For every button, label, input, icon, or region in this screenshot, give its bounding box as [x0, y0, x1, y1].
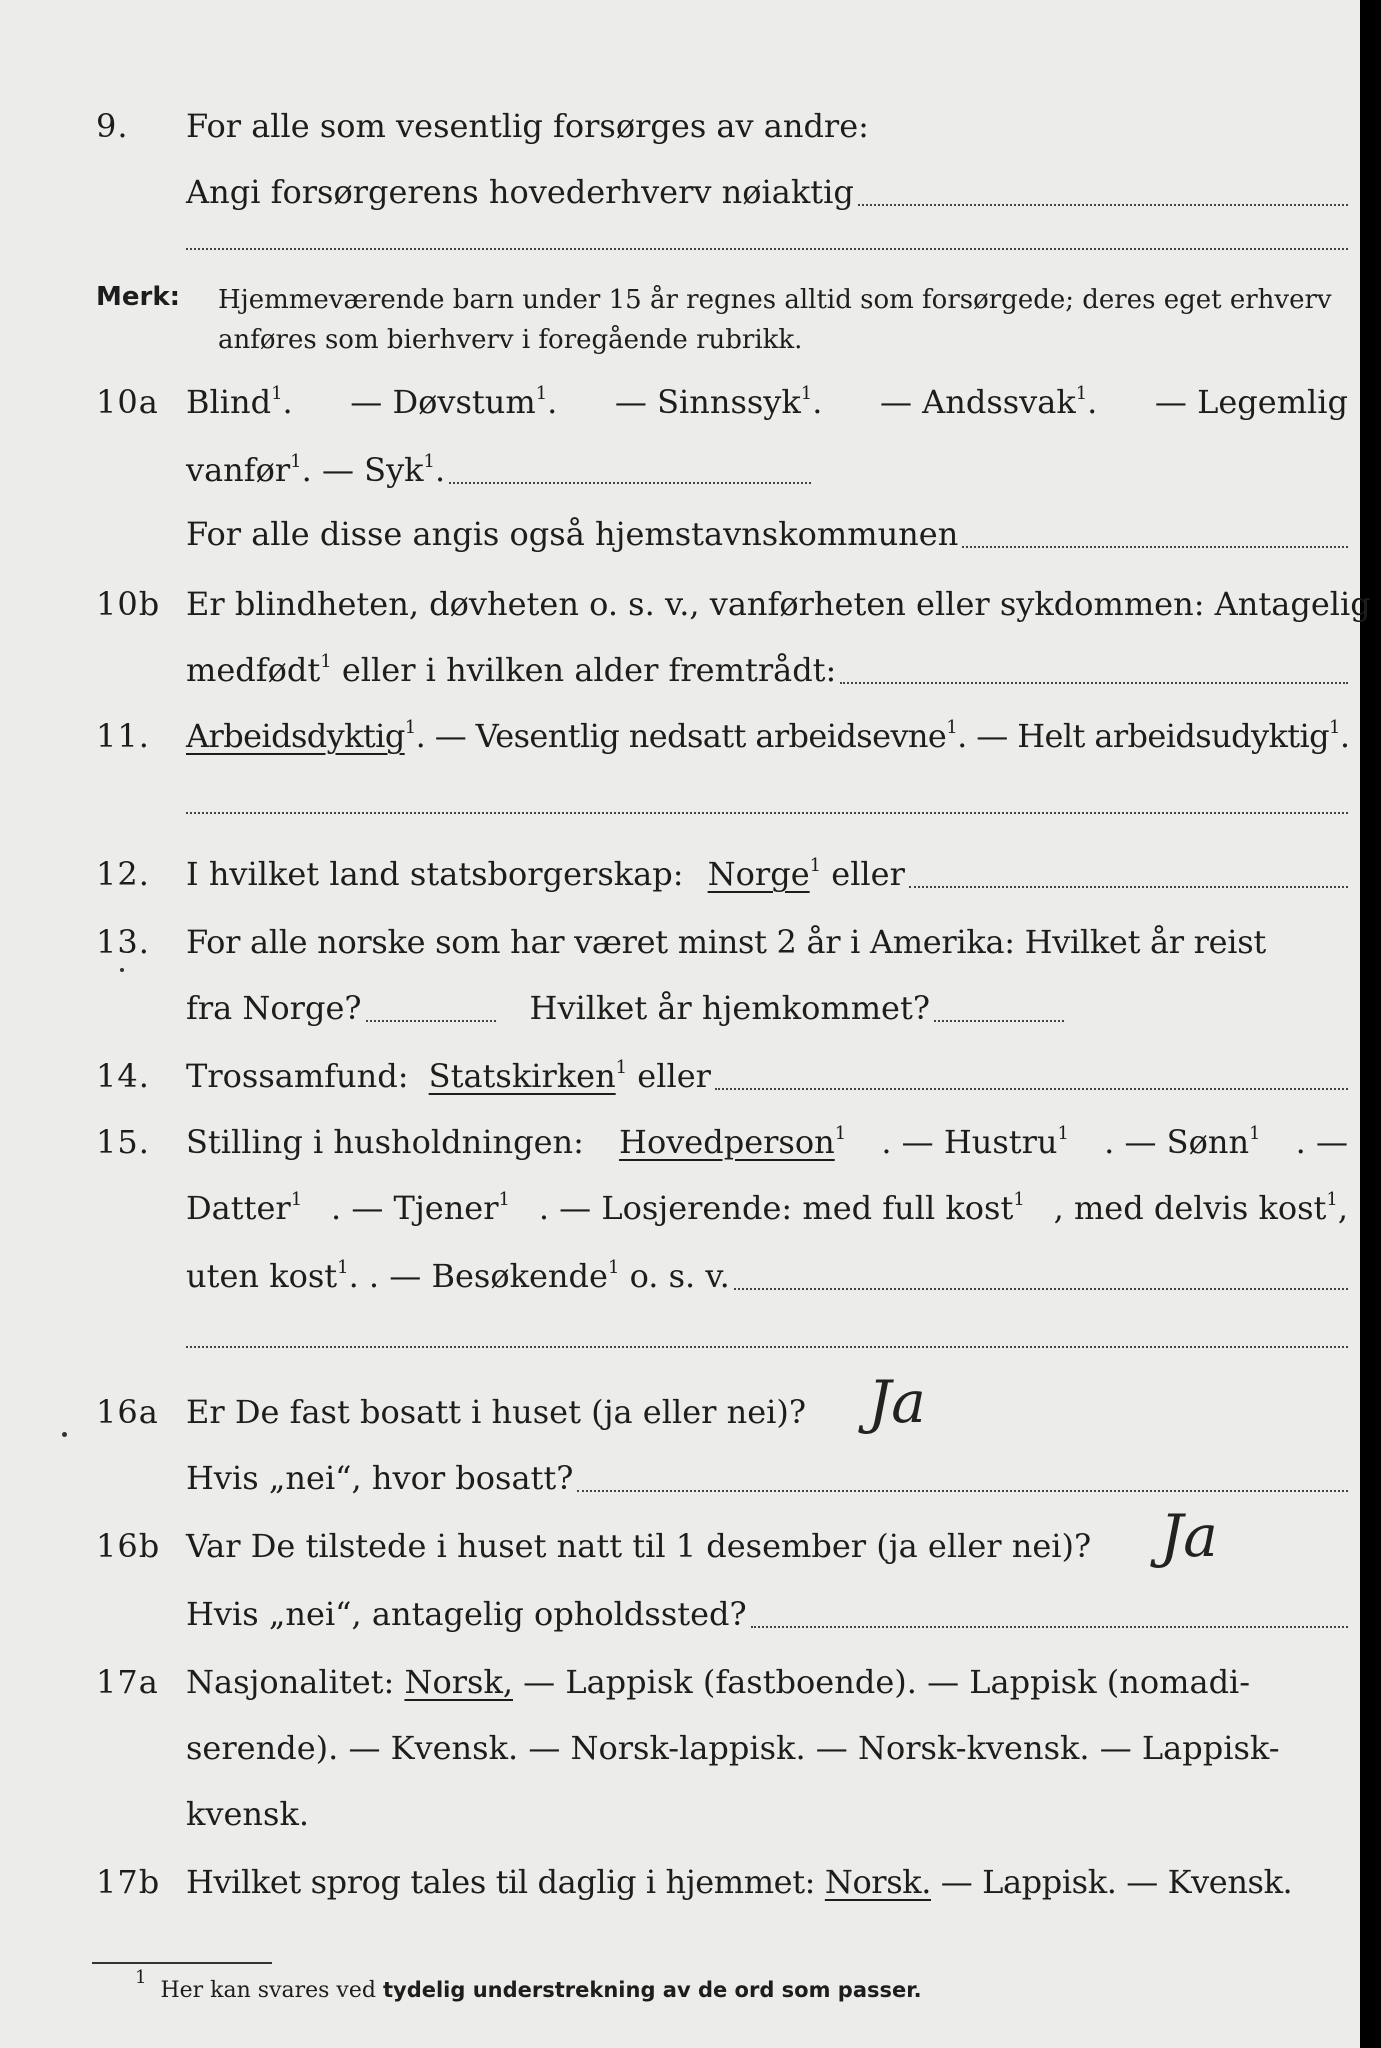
question-number: 10b [96, 585, 161, 623]
option-arbeidsdyktig-underlined: Arbeidsdyktig [186, 717, 405, 755]
question-9-line-2 [0, 162, 1360, 222]
question-12: 12. I hvilket land statsborgerskap: Norge$^1$ eller [0, 844, 1360, 904]
footnote-divider [92, 1962, 272, 1964]
question-10a: 10a Blind$^1$. — Døvstum$^1$. — Sinnssyk$^1$. — Andssvak$^1$. — Legemlig [0, 372, 1360, 432]
option-sinnssyk: — Sinnssyk [614, 383, 801, 421]
question-number: 17b [96, 1863, 161, 1901]
question-16b-line-2: Hvis „nei“, antagelig opholdssted? [0, 1584, 1360, 1644]
speck [62, 1432, 67, 1437]
question-number: 17a [96, 1663, 159, 1701]
answer-field[interactable] [186, 1346, 1348, 1348]
note-text: Hjemmeværende barn under 15 år regnes alltid som forsørgede; deres eget erhverv anføres som bierhverv i foregående rubrikk. [218, 285, 1332, 355]
question-17a-line-3: kvensk. [186, 1795, 309, 1833]
answer-field[interactable] [734, 1288, 1348, 1290]
question-text: Angi forsørgerens hovederhverv nøiaktig [186, 173, 854, 211]
question-number: 11. [96, 717, 150, 755]
option-andssvak: — Andssvak [879, 383, 1076, 421]
answer-field[interactable] [715, 1088, 1348, 1090]
question-17b: 17b Hvilket sprog tales til daglig i hjemmet: Norsk. — Lappisk. — Kvensk. [0, 1852, 1360, 1912]
question-text: For alle som vesentlig forsørges av andre: [186, 107, 869, 145]
question-15-line-3: uten kost$^1$. . — Besøkende$^1$ o. s. v. [0, 1246, 1360, 1306]
question-text: Er blindheten, døvheten o. s. v., vanførheten eller sykdommen: Antagelig [186, 585, 1371, 623]
question-10b [0, 574, 1371, 634]
question-10a-line-3 [0, 504, 1360, 564]
handwritten-answer: Ja [1160, 1502, 1218, 1570]
option-norsk-underlined: Norsk, [404, 1663, 513, 1701]
question-16a [0, 1382, 1360, 1442]
option-legemlig: — Legemlig [1154, 383, 1348, 421]
question-17a-line-2: serende). — Kvensk. — Norsk-lappisk. — Norsk-kvensk. — Lappisk- [186, 1729, 1280, 1767]
option-hovedperson-underlined: Hovedperson [619, 1123, 835, 1161]
option-dovstum: — Døvstum [350, 383, 536, 421]
question-17a: 17a Nasjonalitet: Norsk, — Lappisk (fastboende). — Lappisk (nomadi- [0, 1652, 1360, 1712]
question-number: 12. [96, 855, 150, 893]
question-16a-line-2: Hvis „nei“, hvor bosatt? [0, 1448, 1360, 1508]
question-number: 10a [96, 383, 159, 421]
option-norge-underlined: Norge [707, 855, 810, 893]
answer-field[interactable] [449, 482, 811, 484]
question-text: Er De fast bosatt i huset (ja eller nei)? [186, 1393, 807, 1431]
option-medfodt: medfødt [186, 651, 321, 689]
note-label: Merk: [96, 282, 181, 312]
answer-field[interactable] [962, 546, 1348, 548]
option-blind: Blind [186, 383, 272, 421]
answer-field[interactable] [909, 886, 1348, 888]
question-13-line-2: fra Norge? Hvilket år hjemkommet? [0, 978, 1360, 1038]
speck [120, 968, 124, 972]
answer-field[interactable] [858, 204, 1348, 206]
question-13 [0, 912, 1360, 972]
answer-field[interactable] [186, 812, 1348, 814]
question-text: For alle disse angis også hjemstavnskommunen [186, 515, 959, 553]
question-text: Var De tilstede i huset natt til 1 desember (ja eller nei)? [186, 1527, 1092, 1565]
question-number: 16b [96, 1527, 161, 1565]
answer-field[interactable] [840, 682, 1348, 684]
option-syk: — Syk [321, 451, 424, 489]
question-number: 15. [96, 1123, 150, 1161]
question-10b-line-2: medfødt$^1$ eller i hvilken alder fremtrådt: [0, 640, 1360, 700]
footnote: $^1$ Her kan svares ved tydelig understrekning av de ord som passer. [135, 1967, 922, 2003]
question-number: 13. [96, 923, 150, 961]
answer-field-returned[interactable] [934, 1020, 1064, 1022]
answer-field[interactable] [751, 1626, 1348, 1628]
question-14: 14. Trossamfund: Statskirken$^1$ eller [0, 1046, 1360, 1106]
question-number: 14. [96, 1057, 150, 1095]
option-vanfor: vanfør [186, 451, 291, 489]
question-number: 16a [96, 1393, 159, 1431]
option-statskirken-underlined: Statskirken [428, 1057, 616, 1095]
question-text: For alle norske som har været minst 2 år i Amerika: Hvilket år reist [186, 923, 1266, 961]
handwritten-answer: Ja [868, 1368, 926, 1436]
question-number: 9. [96, 107, 129, 145]
answer-field-left[interactable] [366, 1020, 496, 1022]
question-10a-line-2: vanfør$^1$. — Syk$^1$. [0, 440, 1360, 500]
question-11: 11. Arbeidsdyktig$^1$. — Vesentlig nedsatt arbeidsevne$^1$. — Helt arbeidsudyktig$^1$. [0, 706, 1360, 766]
answer-field[interactable] [577, 1490, 1348, 1492]
question-9 [0, 96, 1360, 156]
question-15: 15. Stilling i husholdningen: Hovedperson$^1$ . — Hustru$^1$ . — Sønn$^1$ . — [0, 1112, 1360, 1172]
question-15-line-2: Datter$^1$ . — Tjener$^1$ . — Losjerende: med full kost$^1$ , med delvis kost$^1$, [186, 1189, 1348, 1227]
question-16b [0, 1516, 1360, 1576]
option-norsk-underlined: Norsk. [824, 1863, 931, 1901]
answer-field[interactable] [186, 248, 1348, 250]
